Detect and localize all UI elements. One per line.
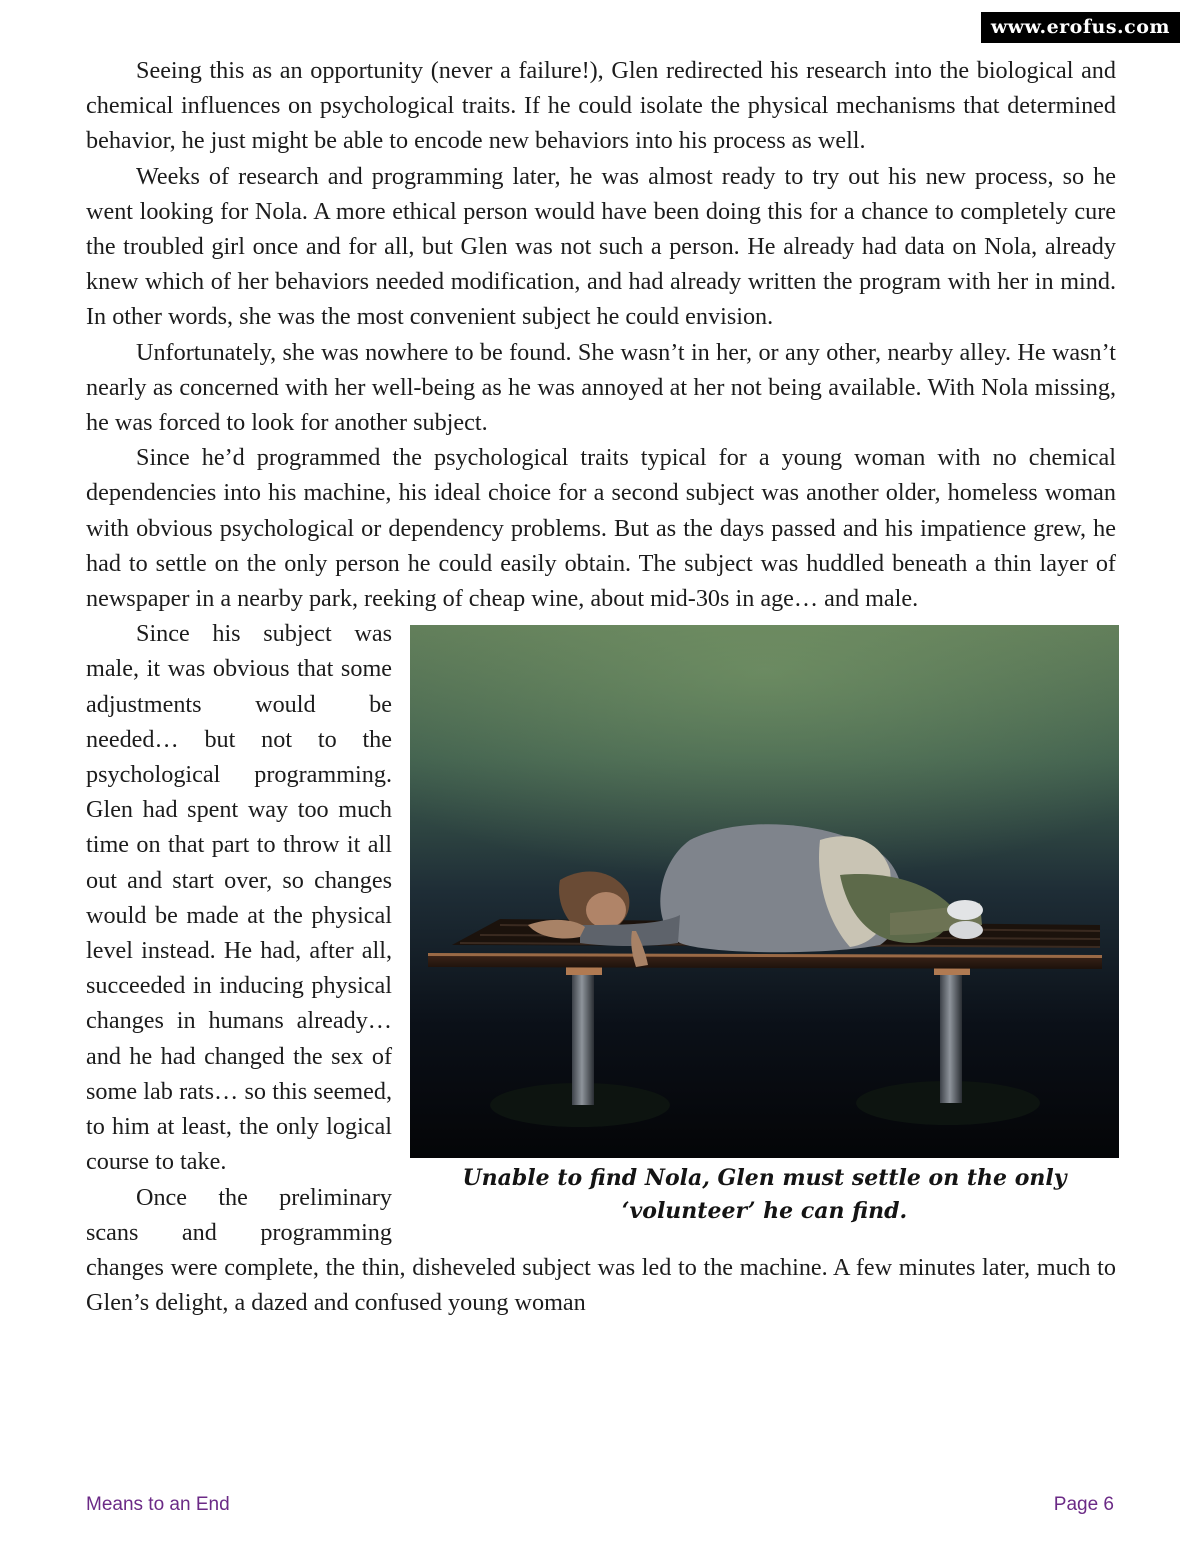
paragraph-1: Seeing this as an opportunity (never a failure!), Glen redirected his research into the biological and chemical influences on psychological traits. If he could isolate the physical mechanisms that determined behavior, he just might be able to encode new behaviors into his process as well. — [86, 57, 1116, 155]
paragraph-4: Since he’d programmed the psychological traits typical for a young woman with no chemical dependencies into his machine, his ideal choice for a second subject was another older, homeless woman with obvious psychological or dependency problems. But as the days passed and his impatience grew, he had to settle on the only person he could easily obtain. The subject was huddled beneath a thin layer of newspaper in a nearby park, reeking of cheap wine, about mid-30s in age… and male. — [86, 444, 1116, 613]
paragraph-3: Unfortunately, she was nowhere to be found. She wasn’t in her, or any other, nearby alley. He wasn’t nearly as concerned with her well-being as he was annoyed at her not being available. With Nola missing, he was forced to look for another subject. — [86, 338, 1116, 437]
paragraph-5: Since his subject was male, it was obvious that some adjustments would be needed… but not to the psychological programming. Glen had spent way too much time on that part to throw it all out and start over, so changes would be made at the physical level instead. He had, after all, succeeded in inducing physical changes in humans already… and he had changed the sex of some lab rats… so this seemed, to him at least, the only logical course to take. — [86, 620, 392, 1176]
paragraph-6: Once the preliminary scans and programming changes were complete, the thin, disheveled subject was led to the machine. A few minutes later, much to Glen’s delight, a dazed and confused young woman — [86, 1183, 1116, 1317]
paragraph-2: Weeks of research and programming later, he was almost ready to try out his new process, so he went looking for Nola. A more ethical person would have been doing this for a chance to completely cure the troubled girl once and for all, but Glen was not such a person. He already had data on Nola, already knew which of her behaviors needed modification, and had already written the program with her in mind. In other words, she was the most convenient subject he could envision. — [86, 162, 1116, 331]
story-text — [86, 53, 1116, 1320]
illustration-figure — [410, 625, 1119, 1228]
footer-page-number: Page 6 — [1053, 1494, 1114, 1515]
site-watermark: www.erofus.com — [981, 12, 1180, 43]
footer-book-title: Means to an End — [86, 1494, 230, 1515]
park-bench-illustration — [410, 625, 1119, 1158]
figure-caption: Unable to find Nola, Glen must settle on the only ‘volunteer’ he can find. — [462, 1165, 1067, 1225]
